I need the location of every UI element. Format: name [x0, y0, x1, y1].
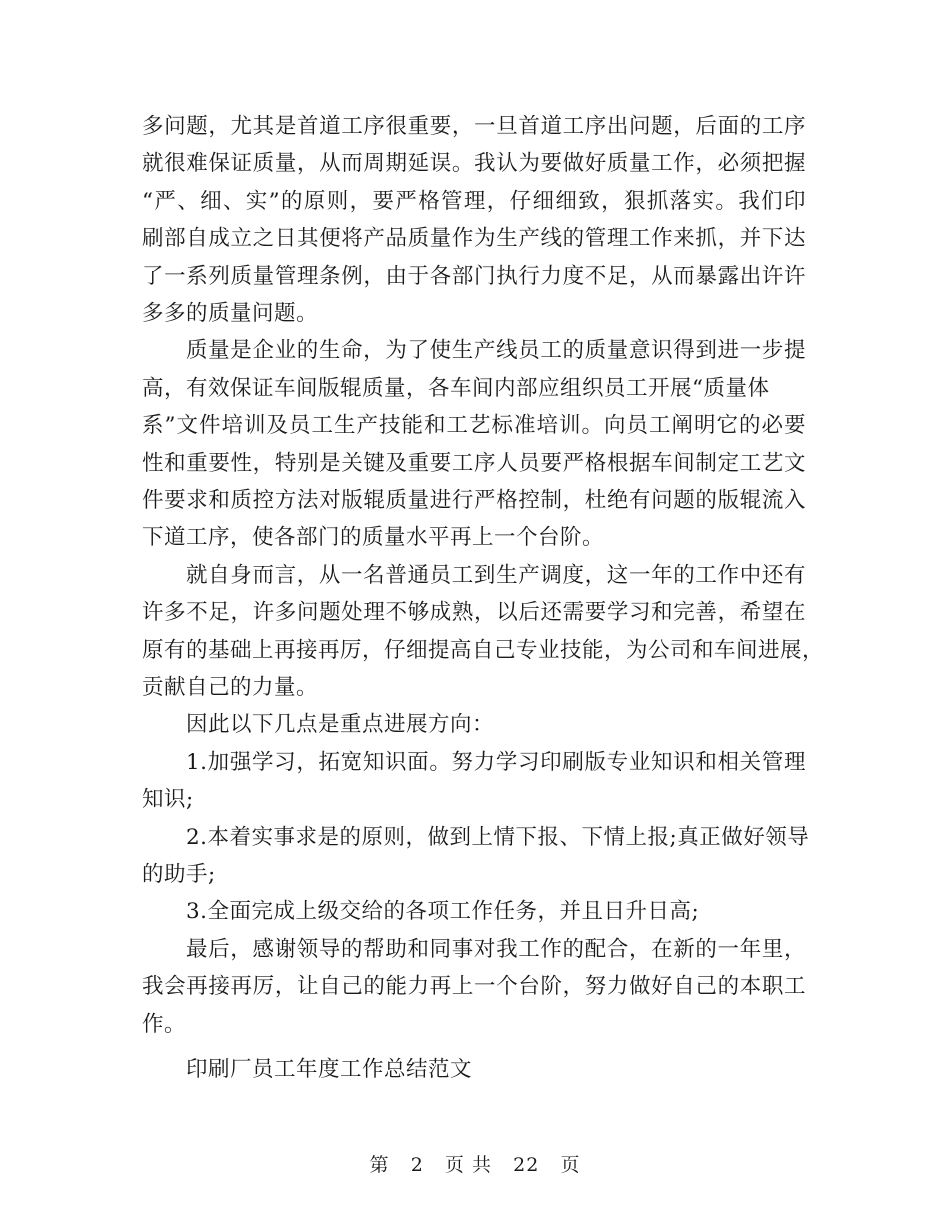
text-line: 多多的质量问题。 [142, 301, 319, 326]
text-line: 印刷厂员工年度工作总结范文 [186, 1057, 473, 1082]
text-line: 系”文件培训及员工生产技能和工艺标准培训。向员工阐明它的必要 [142, 413, 806, 439]
text-line: 了一系列质量管理条例，由于各部门执行力度不足，从而暴露出许许 [142, 263, 806, 289]
text-line: 最后，感谢领导的帮助和同事对我工作的配合，在新的一年里， [186, 936, 806, 962]
text-line: 2.本着实事求是的原则，做到上情下报、下情上报;真正做好领导 [186, 824, 810, 850]
text-line: 下道工序，使各部门的质量水平再上一个台阶。 [142, 525, 605, 551]
text-line: 就很难保证质量，从而周期延误。我认为要做好质量工作，必须把握 [142, 151, 806, 177]
text-line: 原有的基础上再接再厉，仔细提高自己专业技能，为公司和车间进展， [142, 637, 825, 663]
text-line: 性和重要性，特别是关键及重要工序人员要严格根据车间制定工艺文 [142, 450, 806, 476]
text-line: 我会再接再厉，让自己的能力再上一个台阶，努力做好自己的本职工 [142, 974, 806, 1000]
footer-suffix: 页 [560, 1154, 581, 1176]
total-pages-number: 22 [513, 1154, 540, 1176]
text-line: 刷部自成立之日其便将产品质量作为生产线的管理工作来抓，并下达 [142, 226, 806, 252]
text-line: 的助手; [142, 862, 216, 887]
text-line: 作。 [142, 1011, 187, 1037]
text-line: 因此以下几点是重点进展方向： [186, 712, 495, 738]
text-line: 质量是企业的生命，为了使生产线员工的质量意识得到进一步提 [186, 338, 806, 364]
text-line: 3.全面完成上级交给的各项工作任务，并且日升日高; [186, 899, 700, 925]
text-line: 许多不足，许多问题处理不够成熟，以后还需要学习和完善，希望在 [142, 600, 806, 626]
text-line: 知识; [142, 787, 194, 813]
text-line: “严、细、实”的原则，要严格管理，仔细细致，狠抓落实。我们印 [142, 188, 806, 214]
text-line: 件要求和质控方法对版辊质量进行严格控制，杜绝有问题的版辊流入 [142, 488, 806, 513]
text-line: 1.加强学习，拓宽知识面。努力学习印刷版专业知识和相关管理 [186, 749, 806, 775]
page-footer [0, 1152, 950, 1178]
footer-middle: 页 共 [444, 1154, 492, 1176]
current-page-number: 2 [410, 1154, 424, 1176]
footer-prefix: 第 [369, 1154, 390, 1176]
text-line: 高，有效保证车间版辊质量，各车间内部应组织员工开展“质量体 [142, 375, 770, 401]
text-line: 就自身而言，从一名普通员工到生产调度，这一年的工作中还有 [186, 562, 806, 588]
text-line: 贡献自己的力量。 [142, 675, 319, 700]
text-line: 多问题，尤其是首道工序很重要，一旦首道工序出问题，后面的工序 [142, 114, 806, 139]
